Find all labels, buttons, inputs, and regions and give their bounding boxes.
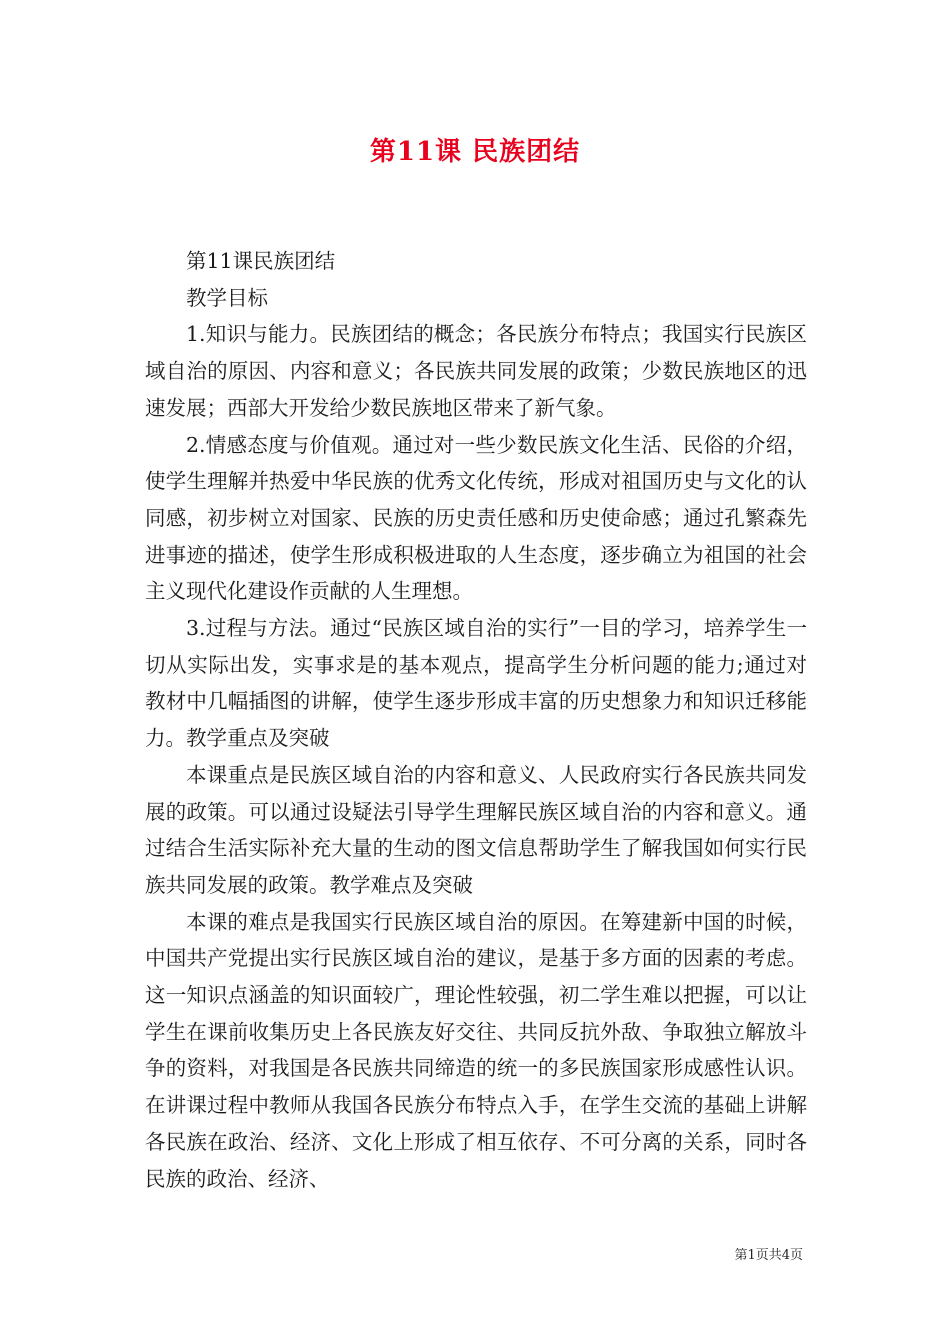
paragraph-knowledge-ability: 1.知识与能力。民族团结的概念；各民族分布特点；我国实行民族区域自治的原因、内容和意义；各民族共同发展的政策；少数民族地区的迅速发展；西部大开发给少数民族地区带来了新气象。 — [145, 322, 807, 420]
paragraph-key-points: 本课重点是民族区域自治的内容和意义、人民政府实行各民族共同发展的政策。可以通过设疑法引导学生理解民族区域自治的内容和意义。通过结合生活实际补充大量的生动的图文信息帮助学生了解我国如何实行民族共同发展的政策。教学难点及突破 — [145, 762, 807, 897]
paragraph-teaching-goals: 教学目标 — [186, 285, 268, 310]
paragraph-lesson-heading: 第11课民族团结 — [186, 249, 336, 273]
document-title: 第11课 民族团结 — [369, 137, 581, 167]
paragraph-difficulties: 本课的难点是我国实行民族区域自治的原因。在筹建新中国的时候，中国共产党提出实行民族区域自治的建议，是基于多方面的因素的考虑。这一知识点涵盖的知识面较广，理论性较强，初二学生难以把握，可以让学生在课前收集历史上各民族友好交往、共同反抗外敌、争取独立解放斗争的资料，对我国是各民族共同缔造的统一的多民族国家形成感性认识。在讲课过程中教师从我国各民族分布特点入手，在学生交流的基础上讲解各民族在政治、经济、文化上形成了相互依存、不可分离的关系，同时各民族的政治、经济、 — [145, 909, 807, 1191]
page-number: 第1页共4页 — [734, 1248, 803, 1263]
document-body — [145, 243, 807, 1197]
paragraph-emotion-values: 2.情感态度与价值观。通过对一些少数民族文化生活、民俗的介绍，使学生理解并热爱中华民族的优秀文化传统，形成对祖国历史与文化的认同感，初步树立对国家、民族的历史责任感和历史使命感；通过孔繁森先进事迹的描述，使学生形成积极进取的人生态度，逐步确立为祖国的社会主义现代化建设作贡献的人生理想。 — [145, 432, 807, 604]
paragraph-process-method: 3.过程与方法。通过“民族区域自治的实行”一目的学习，培养学生一切从实际出发，实事求是的基本观点，提高学生分析问题的能力;通过对教材中几幅插图的讲解，使学生逐步形成丰富的历史想象力和知识迁移能力。教学重点及突破 — [145, 616, 807, 751]
